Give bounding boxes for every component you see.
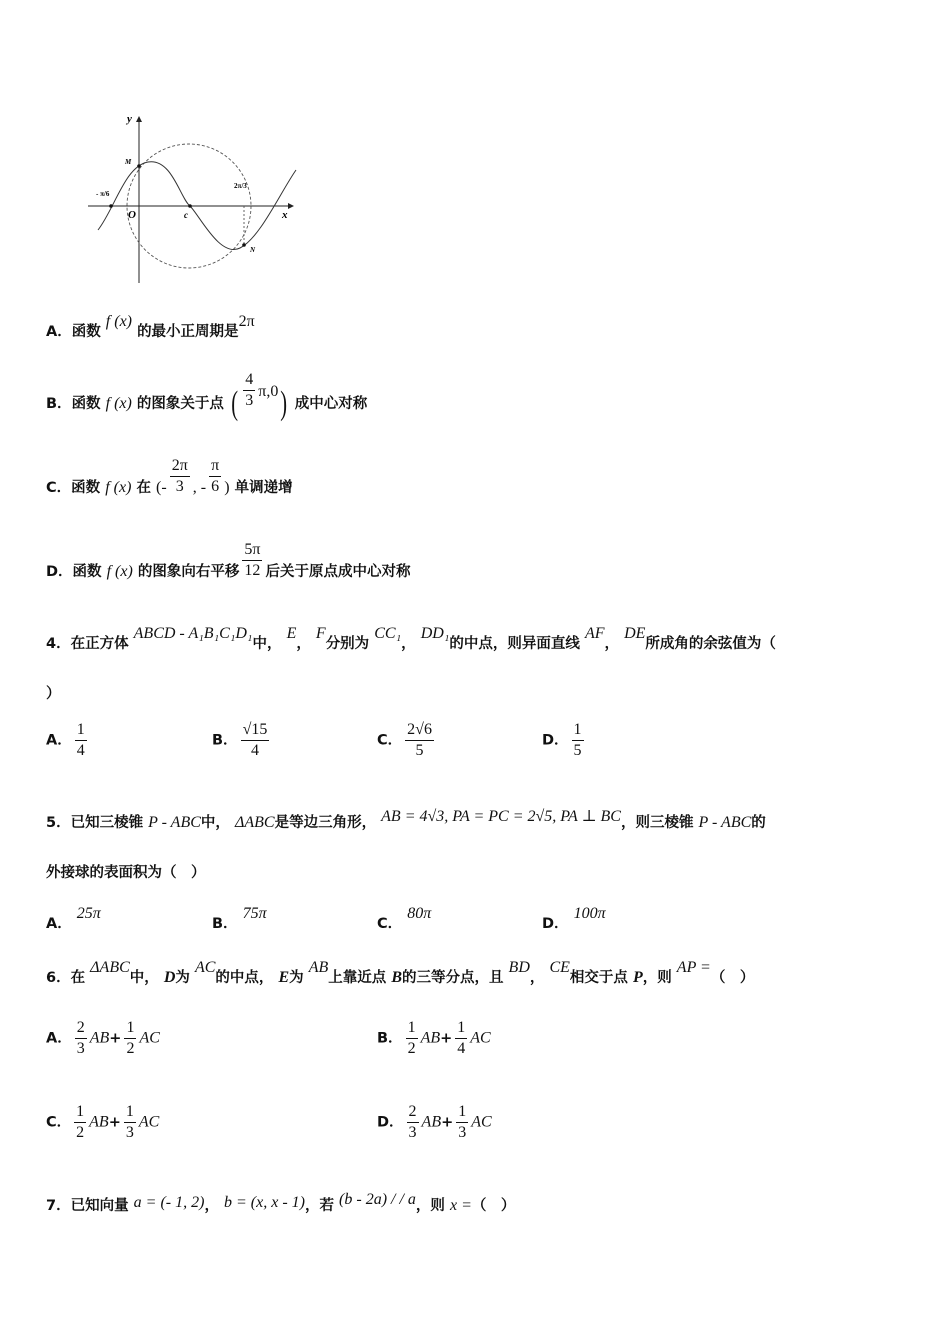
origin-label: O: [128, 209, 136, 221]
point-c-label: c: [184, 210, 188, 220]
q3-option-c[interactable]: C．函数 f (x) 在 (- $\frac{2\pi}{3}$ , - $\frac{\pi}{6}$ ) 单调递增: [46, 456, 293, 496]
q4-option-a[interactable]: A． $\frac{1}{4}$: [46, 721, 85, 759]
q4-stem-close: ）: [46, 686, 61, 702]
fx: f (x): [105, 313, 132, 330]
q3-option-d[interactable]: D．函数 f (x) 的图象向右平移 $\frac{5\pi}{12}$ 后关于原点成中心对称: [46, 540, 411, 580]
q7-stem: 7．已知向量 a = (- 1, 2)， b = (x, x - 1)，若 (b - 2a) / / a，则 x =（ ）: [46, 1191, 516, 1214]
q3-option-b[interactable]: B．函数 f (x) 的图象关于点 ( $\frac{4}{3}$ π,0) 成中心对称: [46, 370, 368, 422]
q4-option-c[interactable]: C． $\frac{2√6}{5}$: [377, 721, 432, 759]
q6-option-a[interactable]: A． $\frac{2}{3}$ AB+ $\frac{1}{2}$ AC: [46, 1019, 160, 1057]
fx: f (x): [105, 479, 132, 496]
q4-option-d[interactable]: D． $\frac{1}{5}$: [542, 721, 582, 759]
period-value: 2π: [238, 313, 255, 330]
function-graph: [80, 108, 310, 288]
q5-option-c[interactable]: C． 80π: [377, 905, 432, 932]
point-n-label: N: [250, 246, 256, 254]
y-axis-label: y: [127, 113, 132, 125]
left-tick-dot: [109, 204, 113, 208]
fx: f (x): [105, 395, 132, 412]
left-tick-label: - π/6: [96, 190, 110, 198]
fraction: $\frac{5\pi}{12}$: [244, 540, 261, 579]
q4-option-b[interactable]: B． $\frac{√15}{4}$: [212, 721, 268, 759]
q6-option-b[interactable]: B． $\frac{1}{2}$ AB+ $\frac{1}{4}$ AC: [377, 1019, 491, 1057]
point-c-dot: [188, 204, 192, 208]
fraction: $\frac{\pi}{6}$: [211, 456, 220, 495]
q6-option-c[interactable]: C． $\frac{1}{2}$ AB+ $\frac{1}{3}$ AC: [46, 1103, 160, 1141]
point-m-dot: [137, 164, 141, 168]
point-rest: π,0: [258, 383, 279, 400]
right-tick-label: 2π/3: [234, 182, 247, 190]
y-axis-arrow: [136, 116, 142, 122]
x-axis-label: x: [282, 209, 288, 221]
fraction: $\frac{4}{3}$: [245, 370, 254, 409]
fraction: $\frac{2\pi}{3}$: [171, 456, 188, 495]
point-n-dot: [242, 243, 246, 247]
q3-option-a[interactable]: A．函数 f (x) 的最小正周期是2π: [46, 313, 255, 340]
q5-option-b[interactable]: B． 75π: [212, 905, 267, 932]
q4-stem: 4．在正方体 ABCD - A₁B₁C₁D₁中， E， F分别为 CC₁， DD₁的中点，则异面直线 AF， DE所成角的余弦值为（: [46, 625, 776, 652]
fx: f (x): [106, 563, 133, 580]
q5-option-a[interactable]: A． 25π: [46, 905, 101, 932]
q6-option-d[interactable]: D． $\frac{2}{3}$ AB+ $\frac{1}{3}$ AC: [377, 1103, 492, 1141]
q5-option-d[interactable]: D． 100π: [542, 905, 606, 932]
point-m-label: M: [125, 158, 132, 166]
x-axis-arrow: [288, 203, 294, 209]
q6-stem: 6．在 ΔABC中， D为 AC的中点， E为 AB上靠近点 B的三等分点，且 BD， CE相交于点 P，则 AP =（ ）: [46, 959, 755, 986]
q5-stem-line2: 外接球的表面积为（ ）: [46, 865, 206, 881]
q5-stem: 5．已知三棱锥 P - ABC中， ΔABC是等边三角形， AB = 4√3, PA = PC = 2√5, PA ⊥ BC，则三棱锥 P - ABC的: [46, 808, 766, 831]
